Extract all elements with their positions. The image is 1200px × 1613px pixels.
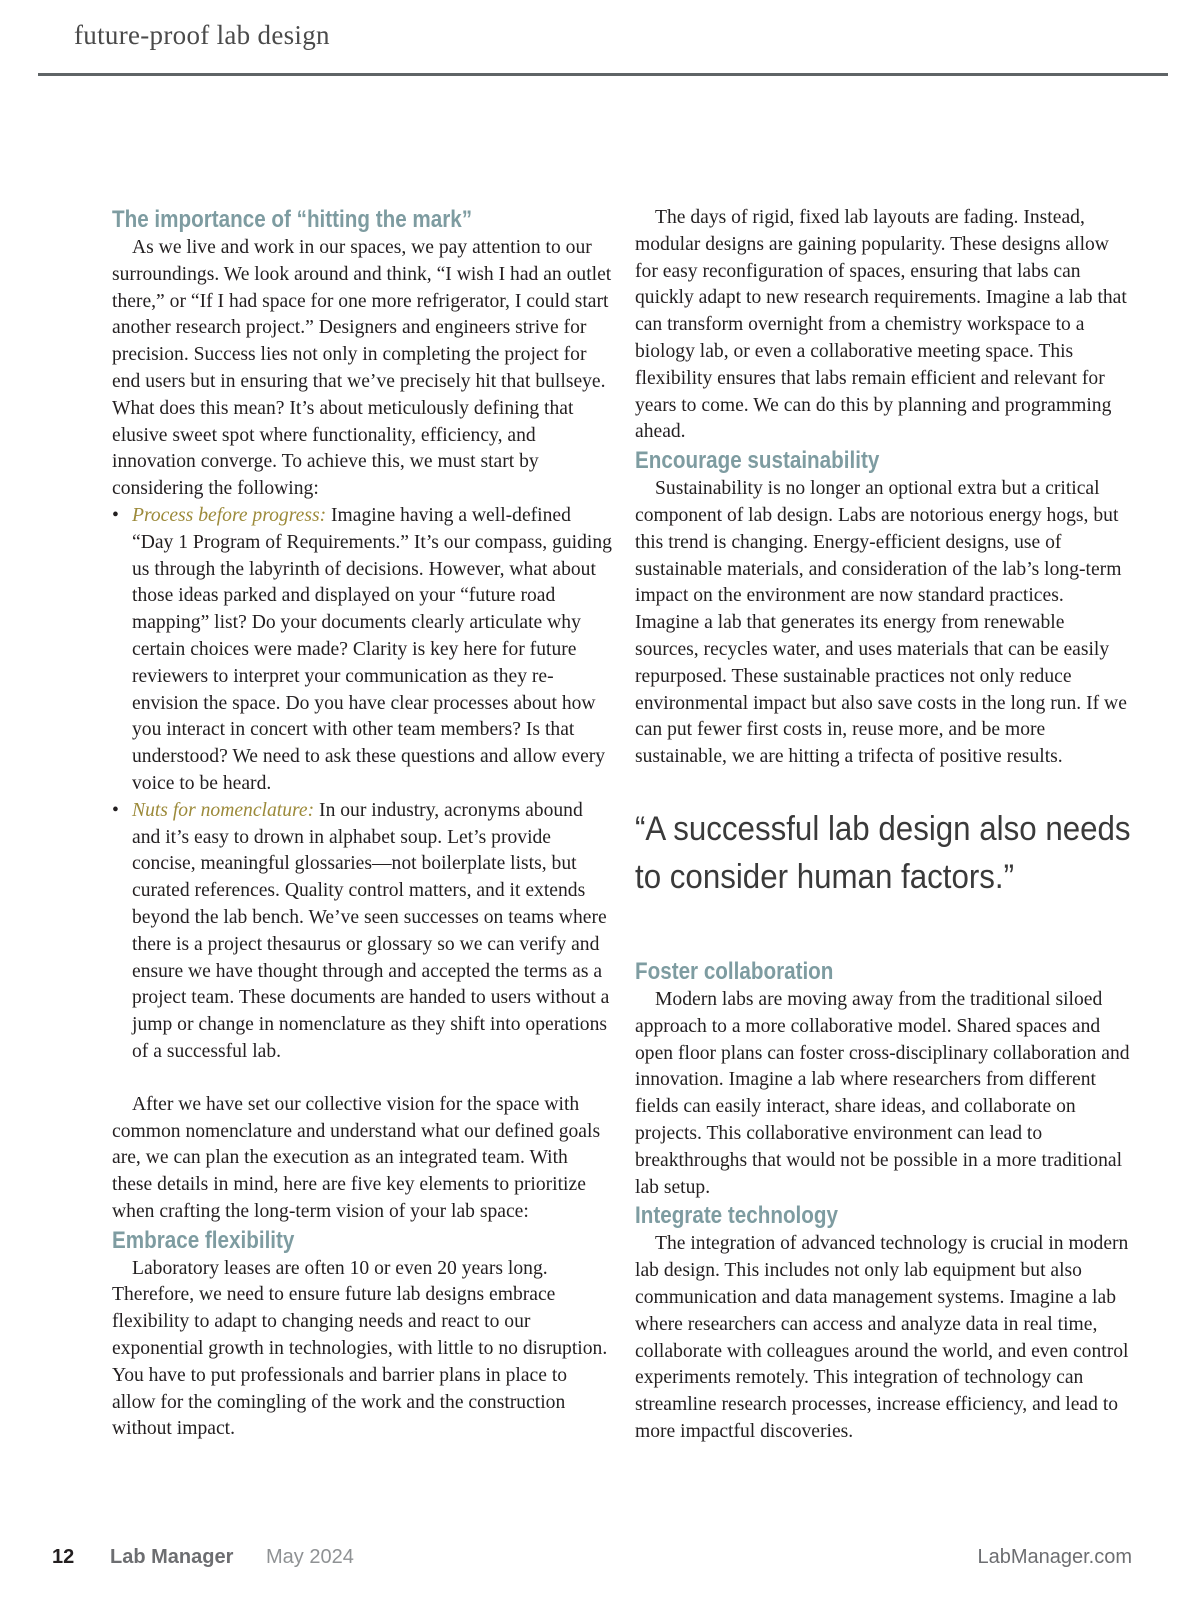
website-link[interactable]: LabManager.com xyxy=(977,1546,1132,1568)
considerations-list xyxy=(112,503,612,1066)
page-number: 12 xyxy=(52,1546,75,1568)
bullet-lead-in: Process before progress: xyxy=(132,504,327,526)
bullet-text: Imagine having a well-defined “Day 1 Program of Requirements.” It’s our compass, guiding us through the labyrinth of decisions. However, what about those ideas parked and displayed on your “future road mapping” list? Do your documents clearly articulate why certain choices were made? Clarity is key here for future reviewers to interpret your communication as they re-envision the space. Do you have clear processes about how you interact in concert with other team members? Is that understood? We need to ask these questions and allow every voice to be heard. xyxy=(132,504,612,794)
magazine-name: Lab Manager xyxy=(110,1546,234,1568)
pull-quote: “A successful lab design also needs to consider human factors.” xyxy=(635,809,1131,896)
list-item xyxy=(112,798,612,1066)
heading-integrate-technology: Integrate technology xyxy=(635,1202,838,1230)
issue-date: May 2024 xyxy=(266,1546,354,1568)
heading-hitting-the-mark: The importance of “hitting the mark” xyxy=(112,206,473,233)
bullet-text: In our industry, acronyms abound and it’s easy to drown in alphabet soup. Let’s provide concise, meaningful glossaries—not boilerplate lists, but curated references. Quality control matters, and it extends beyond the lab bench. We’ve seen successes on teams where there is a project thesaurus or glossary so we can verify and ensure we have thought through and accepted the terms as a project team. These documents are handed to users without a jump or change in nomenclature as they shift into operations of a successful lab. xyxy=(132,799,610,1062)
paragraph-modular: The days of rigid, fixed lab layouts are fading. Instead, modular designs are gaining popularity. These designs allow for easy reconfiguration of spaces, ensuring that labs can quickly adapt to new research requirements. Imagine a lab that can transform overnight from a chemistry workspace to a biology lab, or even a collaborative meeting space. This flexibility ensures that labs remain efficient and relevant for years to come. We can do this by planning and programming ahead. xyxy=(635,207,1127,443)
paragraph-technology: The integration of advanced technology is crucial in modern lab design. This includes not only lab equipment but also communication and data management systems. Imagine a lab where researchers can access and analyze data in real time, collaborate with colleagues around the world, and even control experiments remotely. This integration of technology can streamline research processes, increase efficiency, and lead to more impactful discoveries. xyxy=(635,1233,1129,1442)
left-column xyxy=(112,205,612,1443)
heading-embrace-flexibility: Embrace flexibility xyxy=(112,1226,295,1254)
paragraph-flexibility: Laboratory leases are often 10 or even 20 years long. Therefore, we need to ensure future lab designs embrace flexibility to adapt to changing needs and react to our exponential growth in technologies, with little to no disruption. You have to put professionals and barrier plans in place to allow for the comingling of the work and the construction without impact. xyxy=(112,1257,608,1440)
page-footer xyxy=(52,1546,1132,1576)
paragraph-after: After we have set our collective vision for the space with common nomenclature and understand what our defined goals are, we can plan the execution as an integrated team. With these details in mind, here are five key elements to prioritize when crafting the long-term vision of your lab space: xyxy=(112,1093,601,1222)
heading-encourage-sustainability: Encourage sustainability xyxy=(635,447,880,475)
paragraph-collaboration: Modern labs are moving away from the traditional siloed approach to a more collaborative model. Shared spaces and open floor plans can foster cross-disciplinary collaboration and innovation. Imagine a lab where researchers from different fields can easily interact, share ideas, and collaborate on projects. This collaborative environment can lead to breakthroughs that would not be possible in a more traditional lab setup. xyxy=(635,988,1130,1198)
header-rule xyxy=(38,73,1168,76)
right-column xyxy=(635,205,1132,1446)
paragraph-intro: As we live and work in our spaces, we pay attention to our surroundings. We look around and think, “I wish I had an outlet there,” or “If I had space for one more refrigerator, I could start another research project.” Designers and engineers strive for precision. Success lies not only in completing the project for end users but in ensuring that we’ve precisely hit that bullseye. What does this mean? It’s about meticulously defining that elusive sweet spot where functionality, efficiency, and innovation converge. To achieve this, we must start by considering the following: xyxy=(112,237,612,500)
bullet-marker: • xyxy=(112,504,119,526)
bullet-marker: • xyxy=(112,799,119,821)
heading-foster-collaboration: Foster collaboration xyxy=(635,957,834,985)
list-item xyxy=(112,503,612,798)
bullet-lead-in: Nuts for nomenclature: xyxy=(132,799,315,821)
running-head: future-proof lab design xyxy=(74,20,330,50)
paragraph-sustainability: Sustainability is no longer an optional extra but a critical component of lab design. Labs are notorious energy hogs, but this trend is changing. Energy-efficient designs, use of sustainable materials, and consideration of the lab’s long-term impact on the environment are now standard practices. Imagine a lab that generates its energy from renewable sources, recycles water, and uses materials that can be easily repurposed. These sustainable practices not only reduce environmental impact but also save costs in the long run. If we can put fewer first costs in, reuse more, and be more sustainable, we are hitting a trifecta of positive results. xyxy=(635,478,1127,768)
